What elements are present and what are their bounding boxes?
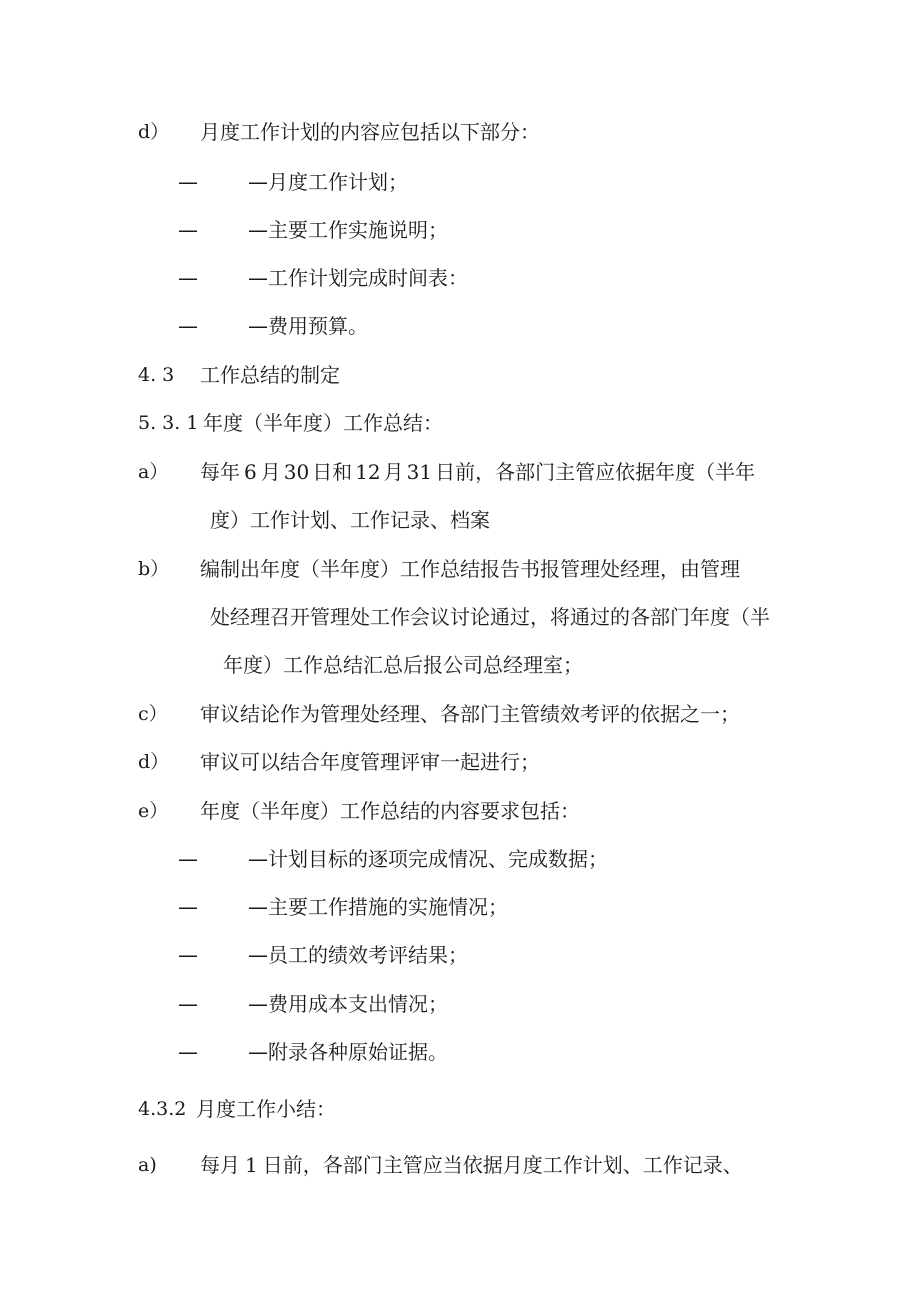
item-marker: c） [138, 703, 168, 725]
item-marker: a） [138, 461, 169, 483]
paragraph-text: 每年 6 月 30 日和 12 月 31 日前，各部门主管应依据年度（半年 [200, 460, 756, 484]
item-marker: a) [138, 1154, 157, 1176]
list-item: —附录各种原始证据。 [248, 1040, 448, 1064]
paragraph-text: 每月 1 日前，各部门主管应当依据月度工作计划、工作记录、 [200, 1153, 743, 1177]
section-title: 年度（半年度）工作总结： [203, 411, 443, 435]
list-item: —费用预算。 [248, 314, 368, 338]
section-title: 工作总结的制定 [200, 363, 340, 387]
dash-marker: — [178, 992, 198, 1016]
dash-marker: — [178, 895, 198, 919]
list-item: —月度工作计划； [248, 170, 408, 194]
paragraph-text: 度）工作计划、工作记录、档案 [210, 508, 490, 532]
paragraph-text: 年度）工作总结汇总后报公司总经理室； [223, 653, 583, 677]
dash-marker: — [178, 1040, 198, 1064]
paragraph-text: 处经理召开管理处工作会议讨论通过，将通过的各部门年度（半 [210, 605, 770, 629]
dash-marker: — [178, 218, 198, 242]
item-marker: e） [138, 800, 169, 822]
list-item: —计划目标的逐项完成情况、完成数据； [248, 847, 608, 871]
section-number: 4. 3 [138, 364, 175, 386]
dash-marker: — [178, 170, 198, 194]
dash-marker: — [178, 314, 198, 338]
list-item: —主要工作措施的实施情况； [248, 895, 508, 919]
section-title: 月度工作小结： [196, 1097, 336, 1121]
list-item: —费用成本支出情况； [248, 992, 448, 1016]
dash-marker: — [178, 847, 198, 871]
item-marker: b） [138, 558, 170, 580]
section-number: 4.3.2 [138, 1098, 187, 1120]
paragraph-text: 审议结论作为管理处经理、各部门主管绩效考评的依据之一； [200, 702, 740, 726]
paragraph-text: 编制出年度（半年度）工作总结报告书报管理处经理，由管理 [200, 557, 740, 581]
item-marker: d） [138, 121, 170, 143]
section-number: 5. 3. 1 [138, 412, 199, 434]
list-item: —主要工作实施说明； [248, 218, 448, 242]
paragraph-text: 审议可以结合年度管理评审一起进行； [200, 750, 540, 774]
paragraph-text: 年度（半年度）工作总结的内容要求包括： [200, 799, 580, 823]
paragraph-text: 月度工作计划的内容应包括以下部分： [200, 120, 540, 144]
dash-marker: — [178, 266, 198, 290]
list-item: —员工的绩效考评结果； [248, 943, 468, 967]
item-marker: d） [138, 751, 170, 773]
dash-marker: — [178, 943, 198, 967]
list-item: —工作计划完成时间表： [248, 266, 468, 290]
